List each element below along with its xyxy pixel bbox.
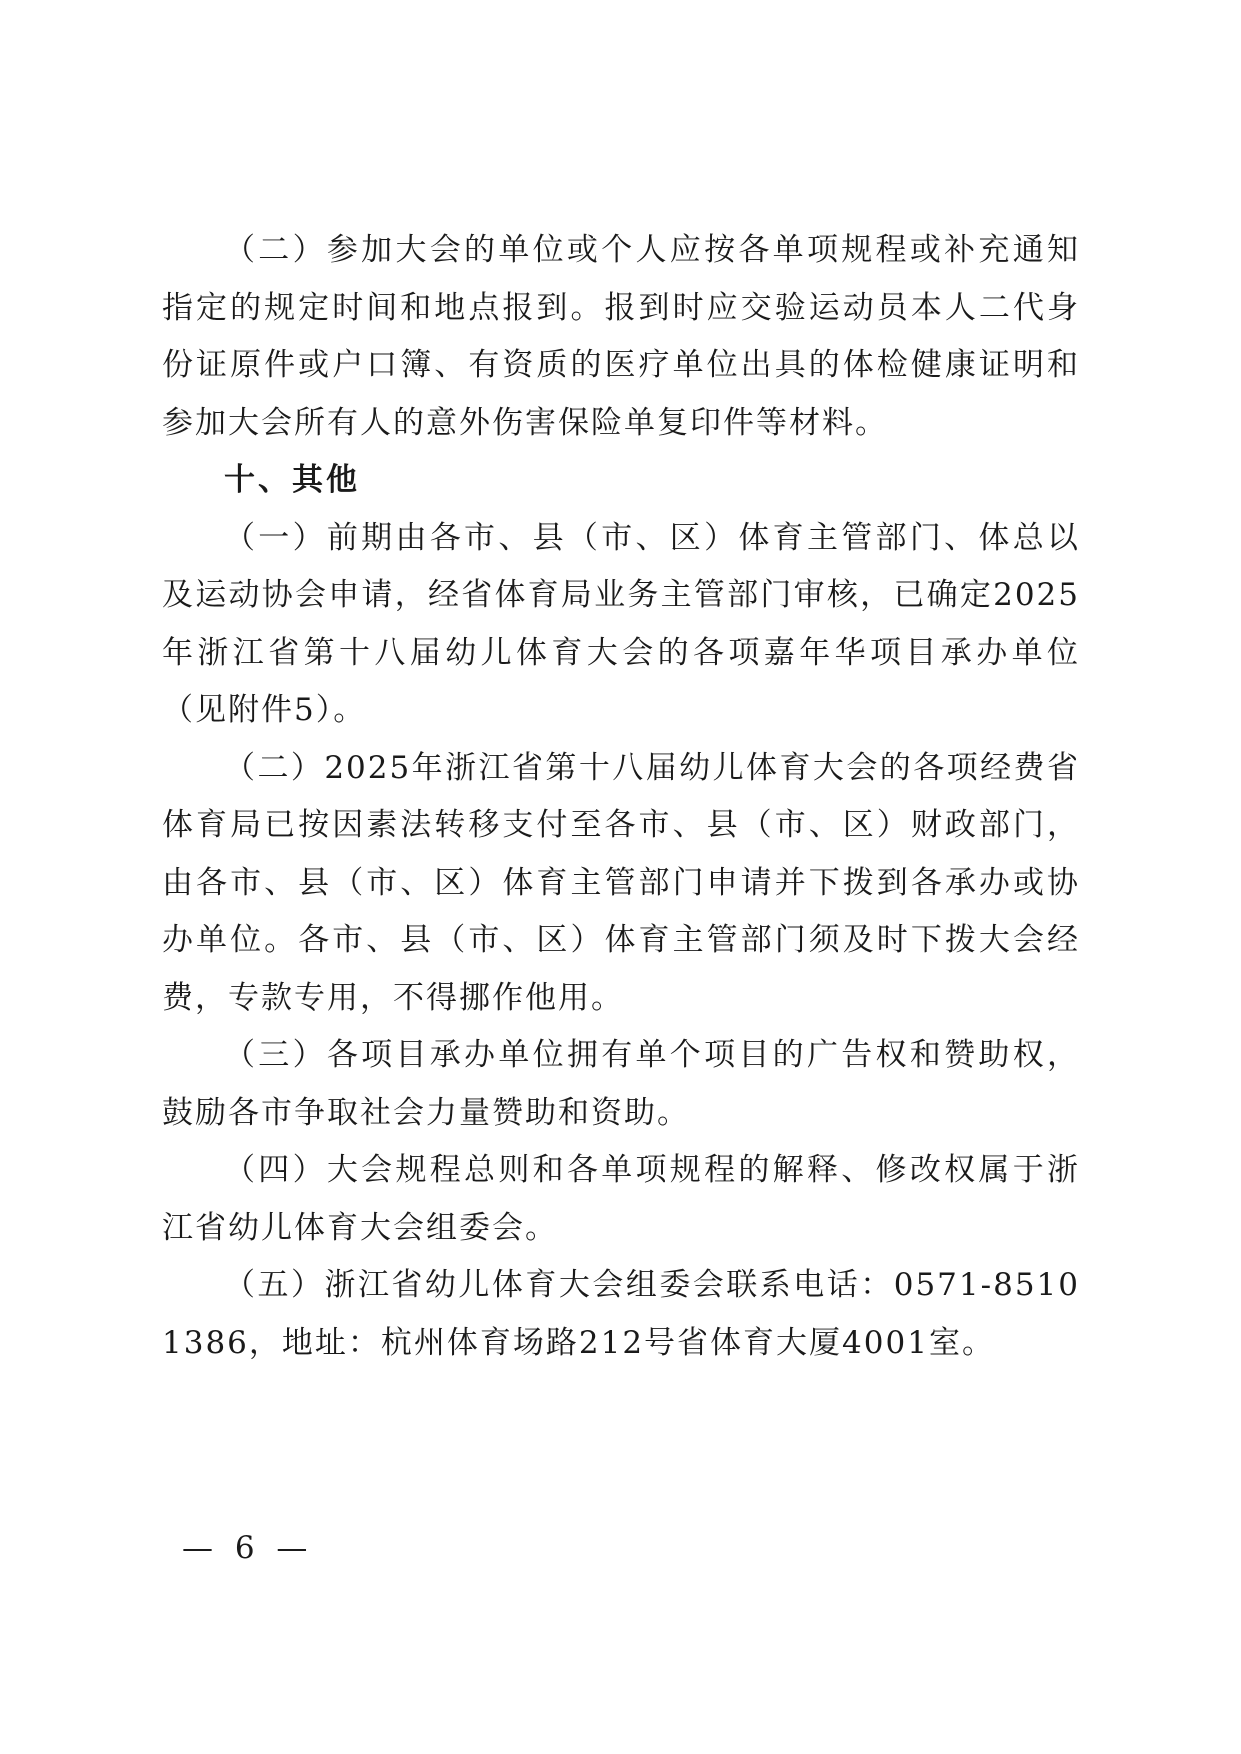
paragraph-item-4: （四）大会规程总则和各单项规程的解释、修改权属于浙江省幼儿体育大会组委会。	[162, 1152, 1080, 1246]
section-heading-other: 十、其他	[224, 462, 360, 498]
document-body	[162, 222, 1080, 1372]
paragraph-registration: （二）参加大会的单位或个人应按各单项规程或补充通知指定的规定时间和地点报到。报到时应交验运动员本人二代身份证原件或户口簿、有资质的医疗单位出具的体检健康证明和参加大会所有人的意外伤害保险单复印件等材料。	[162, 232, 1080, 441]
paragraph-item-2: （二）2025年浙江省第十八届幼儿体育大会的各项经费省体育局已按因素法转移支付至各市、县（市、区）财政部门，由各市、县（市、区）体育主管部门申请并下拨到各承办或协办单位。各市、县（市、区）体育主管部门须及时下拨大会经费，专款专用，不得挪作他用。	[162, 749, 1080, 1016]
paragraph-item-3: （三）各项目承办单位拥有单个项目的广告权和赞助权，鼓励各市争取社会力量赞助和资助。	[162, 1037, 1080, 1131]
paragraph-item-1: （一）前期由各市、县（市、区）体育主管部门、体总以及运动协会申请，经省体育局业务主管部门审核，已确定2025年浙江省第十八届幼儿体育大会的各项嘉年华项目承办单位（见附件5）。	[162, 519, 1080, 728]
page-number: — 6 —	[182, 1530, 314, 1566]
paragraph-item-5: （五）浙江省幼儿体育大会组委会联系电话：0571-85101386，地址：杭州体育场路212号省体育大厦4001室。	[162, 1267, 1080, 1361]
